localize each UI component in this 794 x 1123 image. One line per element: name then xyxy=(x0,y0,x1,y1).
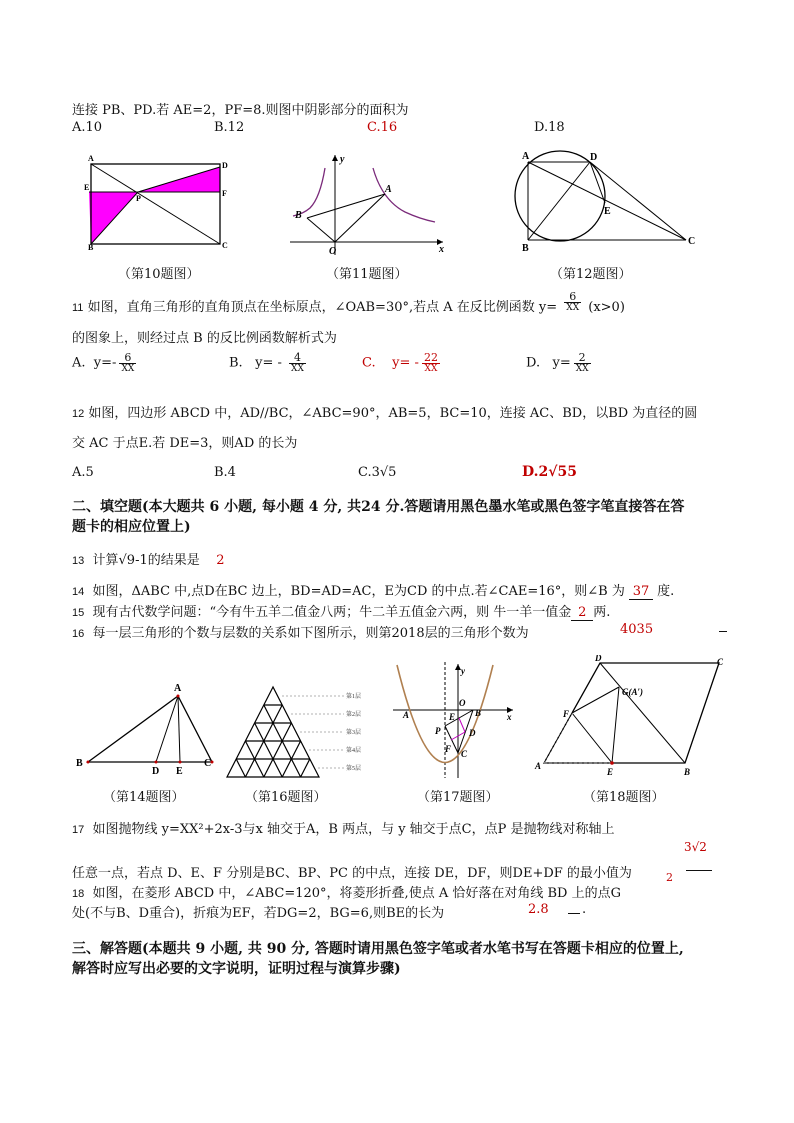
figure-12 xyxy=(510,150,700,252)
fig14-label-d: D xyxy=(152,766,160,777)
q10-option-d: D.18 xyxy=(534,120,565,135)
q15: 15 现有古代数学问题：“今有牛五羊二值金八两；牛二羊五值金六两，则 牛一羊一值金 2 两. xyxy=(72,605,611,620)
q12-option-b: B.4 xyxy=(214,465,236,480)
section3-title-line1: 三、解答题(本题共 9 小题, 共 90 分, 答题时请用黑色签字笔或者水笔书写在答题卡相应的位置上, xyxy=(72,941,684,957)
fig17-label-o: O xyxy=(459,698,466,708)
fig17-label-a: A xyxy=(403,710,410,720)
fig18-caption: （第18题图） xyxy=(583,790,665,805)
q16: 16 每一层三角形的个数与层数的关系如下图所示，则第2018层的三角形个数为 xyxy=(72,626,529,641)
fig10-label-a: A xyxy=(88,154,94,163)
q10-stem: 连接 PB、PD.若 AE=2，PF=8.则图中阴影部分的面积为 xyxy=(72,103,409,118)
q12-line1: 12 如图，四边形 ABCD 中，AD//BC，∠ABC=90°，AB=5，BC=10，连接 AC、BD，以BD 为直径的圆 xyxy=(72,406,698,421)
fig17-label-c: C xyxy=(461,749,468,759)
fig14-label-c: C xyxy=(204,758,212,769)
q18-answer: 2.8 xyxy=(528,902,549,917)
q17-answer-den: 2 xyxy=(666,871,673,884)
q17-line1: 17 如图抛物线 y=XX²+2x-3与x 轴交于A，B 两点，与 y 轴交于点C，点P 是抛物线对称轴上 xyxy=(72,822,615,837)
figure-17 xyxy=(385,660,520,780)
fig17-caption: （第17题图） xyxy=(417,790,499,805)
fig10-caption: （第10题图） xyxy=(118,267,200,282)
fig18-label-a: A xyxy=(535,761,542,771)
q18-line2: 处(不与B、D重合)，折痕为EF，若DG=2，BG=6,则BE的长为 xyxy=(72,906,445,921)
fig18-label-d: D xyxy=(595,655,602,663)
fig11-label-o: O xyxy=(329,246,337,257)
fig12-label-e: E xyxy=(604,206,611,217)
section2-title-line1: 二、填空题(本大题共 6 小题, 每小题 4 分, 共24 分.答题请用黑色墨水笔或黑色签字笔直接答在答 xyxy=(72,499,685,515)
q17-line2: 任意一点，若点 D、E、F 分别是BC、BP、PC 的中点，连接 DE，DF，则DE+DF 的最小值为 xyxy=(72,866,632,881)
fig10-label-e: E xyxy=(84,183,90,192)
fig11-label-b: B xyxy=(295,210,302,221)
fig10-label-c: C xyxy=(222,241,228,250)
fig18-label-b: B xyxy=(684,767,691,775)
fig10-label-b: B xyxy=(88,243,94,250)
q10-option-a: A.10 xyxy=(72,120,103,135)
fig11-label-a: A xyxy=(385,184,392,195)
figure-16 xyxy=(220,685,370,780)
q17-answer-num: 3√2 xyxy=(684,840,707,854)
q16-answer: 4035 xyxy=(620,622,654,637)
fig17-label-p: P xyxy=(435,726,441,736)
q15-answer: 2 xyxy=(571,605,593,621)
fig10-label-p: P xyxy=(136,194,141,203)
q11-text-b: (x>0) xyxy=(588,300,625,315)
q14: 14 如图，ΔABC 中,点D在BC 边上，BD=AD=AC，E为CD 的中点.若∠CAE=16°，则∠B 为 37 度. xyxy=(72,584,675,599)
q18-tail: . xyxy=(582,902,587,917)
q11-function-num: 6 xyxy=(569,289,577,303)
fig10-label-d: D xyxy=(222,161,228,170)
figure-18 xyxy=(533,655,733,775)
fig18-label-f: F xyxy=(563,709,570,719)
q12-option-d: D.2√55 xyxy=(522,464,577,480)
q12-option-c: C.3√5 xyxy=(358,465,397,480)
fig14-label-a: A xyxy=(174,683,182,694)
fig11-label-y: y xyxy=(340,154,345,165)
q11-number: 11 xyxy=(72,302,84,314)
q13-answer: 2 xyxy=(216,553,225,568)
fig17-label-y: y xyxy=(461,666,465,676)
figure-10 xyxy=(80,150,240,250)
fig17-label-x: x xyxy=(507,712,512,722)
q11-option-c: C. y= - $\frac{22}{XX}$ xyxy=(362,351,438,374)
fig11-caption: （第11题图） xyxy=(326,267,408,282)
q12-option-a: A.5 xyxy=(72,465,94,480)
q12-line2: 交 AC 于点E.若 DE=3，则AD 的长为 xyxy=(72,436,298,451)
fig12-caption: （第12题图） xyxy=(550,267,632,282)
q11-function-fraction xyxy=(564,291,581,313)
q11-text-a: 如图，直角三角形的直角顶点在坐标原点，∠OAB=30°,若点 A 在反比例函数 y= xyxy=(87,300,558,315)
fig17-label-b: B xyxy=(475,708,482,718)
q16-underline xyxy=(719,631,727,632)
q18-underline xyxy=(568,913,580,914)
fig16-caption: （第16题图） xyxy=(245,790,327,805)
fig12-label-a: A xyxy=(522,151,530,162)
fig14-caption: （第14题图） xyxy=(103,790,185,805)
q10-option-b: B.12 xyxy=(214,120,245,135)
q14-answer: 37 xyxy=(629,584,653,600)
figure-11 xyxy=(285,150,450,260)
fig12-label-c: C xyxy=(688,236,696,247)
fig16-layer-2: 第2层 xyxy=(346,712,362,718)
fig12-label-d: D xyxy=(590,152,598,163)
fig17-label-d: D xyxy=(469,728,476,738)
section2-title-line2: 题卡的相应位置上) xyxy=(72,519,191,535)
q18-line1: 18 如图，在菱形 ABCD 中，∠ABC=120°，将菱形折叠,使点 A 恰好落在对角线 BD 上的点G xyxy=(72,886,621,901)
q17-answer-bar xyxy=(686,870,712,871)
q12-number: 12 xyxy=(72,408,85,420)
q11-line1 xyxy=(72,289,625,315)
fig17-label-e: E xyxy=(449,712,456,722)
q13: 13 计算√9-1的结果是 2 xyxy=(72,553,225,568)
fig12-label-b: B xyxy=(522,243,529,252)
section3-title-line2: 解答时应写出必要的文字说明，证明过程与演算步骤) xyxy=(72,961,401,977)
fig18-label-c: C xyxy=(717,657,724,667)
fig16-layer-1: 第1层 xyxy=(346,694,362,700)
fig10-label-f: F xyxy=(222,189,227,198)
q11-line2: 的图象上，则经过点 B 的反比例函数解析式为 xyxy=(72,331,337,346)
fig18-label-g: G(A′) xyxy=(622,687,644,697)
q10-option-c: C.16 xyxy=(367,120,398,135)
fig16-layer-5: 第5层 xyxy=(346,766,362,772)
fig16-layer-4: 第4层 xyxy=(346,748,362,754)
fig16-layer-3: 第3层 xyxy=(346,730,362,736)
fig17-label-f: F xyxy=(445,744,452,754)
q11-function-den: XX xyxy=(566,302,580,313)
q11-option-b: B. y= - $\frac{4}{XX}$ xyxy=(229,351,304,374)
fig18-label-e: E xyxy=(607,767,614,775)
figure-14 xyxy=(70,680,220,780)
fig11-label-x: x xyxy=(439,244,444,255)
q11-option-a: A. y=- $\frac{6}{XX}$ xyxy=(72,351,135,374)
q11-option-d: D. y= $\frac{2}{XX}$ xyxy=(526,351,589,374)
fig14-label-b: B xyxy=(76,758,83,769)
fig14-label-e: E xyxy=(176,766,183,777)
